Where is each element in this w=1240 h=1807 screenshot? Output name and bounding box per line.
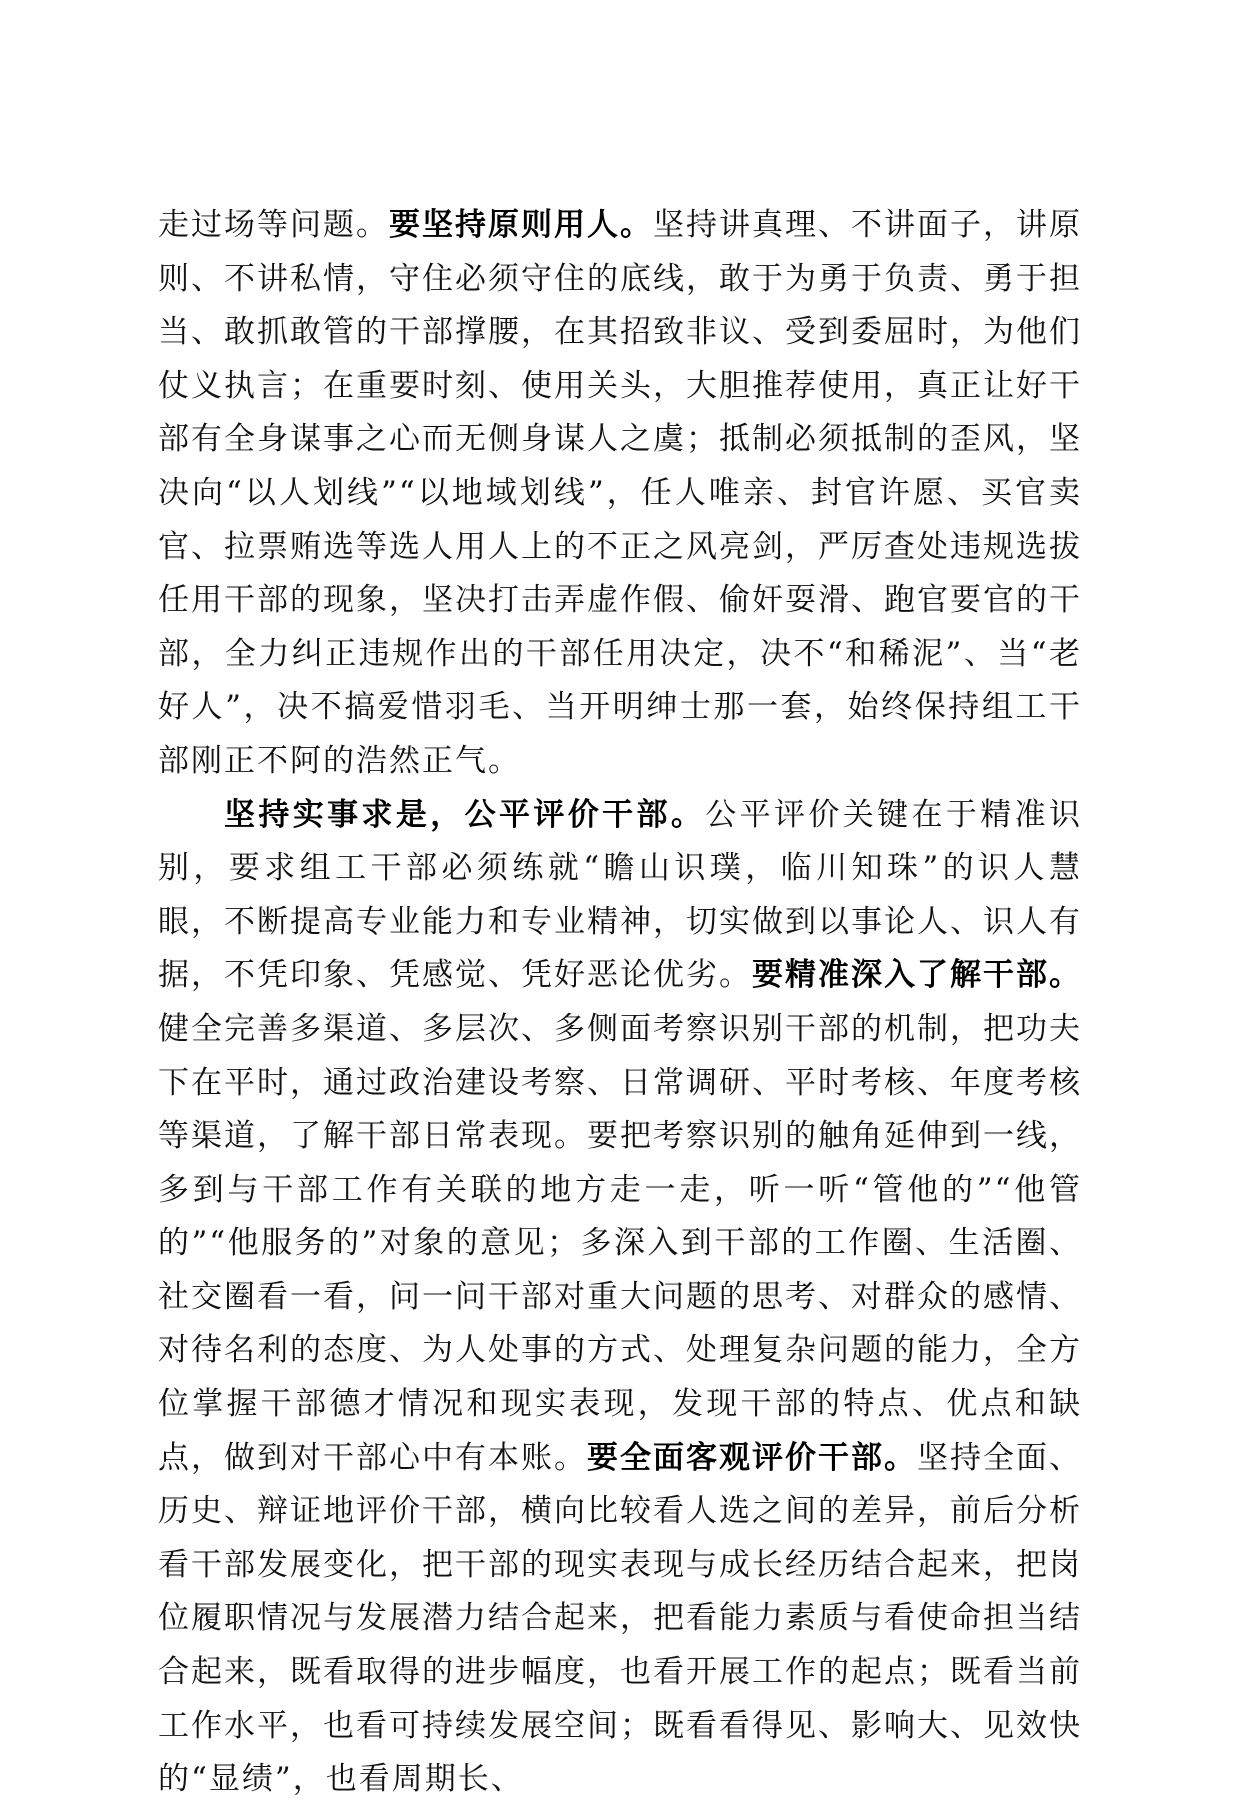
text-run: 走过场等问题。 xyxy=(158,207,389,243)
paragraph-1 xyxy=(158,199,1082,789)
text-run: 坚持全面、历史、辩证地评价干部，横向比较看人选之间的差异，前后分析看干部发展变化，把干部的现实表现与成长经历结合起来，把岗位履职情况与发展潜力结合起来，把看能力素质与看使命担当结合起来，既看取得的进步幅度，也看开展工作的起点；既看当前工作水平，也看可持续发展空间；既看看得见、影响大、见效快的“显绩”，也看周期长、 xyxy=(158,1439,1082,1798)
text-run: 坚持讲真理、不讲面子，讲原则、不讲私情，守住必须守住的底线，敢于为勇于负责、勇于担当、敢抓敢管的干部撑腰，在其招致非议、受到委屈时，为他们仗义执言；在重要时刻、使用关头，大胆推荐使用，真正让好干部有全身谋事之心而无侧身谋人之虞；抵制必须抵制的歪风，坚决向“以人划线”“以地域划线”，任人唯亲、封官许愿、买官卖官、拉票贿选等选人用人上的不正之风亮剑，严厉查处违规选拔任用干部的现象，坚决打击弄虚作假、偷奸耍滑、跑官要官的干部，全力纠正违规作出的干部任用决定，决不“和稀泥”、当“老好人”，决不搞爱惜羽毛、当开明绅士那一套，始终保持组工干部刚正不阿的浩然正气。 xyxy=(158,207,1082,779)
bold-heading-understand-cadres: 要精准深入了解干部。 xyxy=(752,957,1082,994)
bold-heading-objective-evaluation: 要全面客观评价干部。 xyxy=(587,1439,917,1476)
paragraph-2 xyxy=(158,789,1082,1807)
text-run: 公平评价关键在于精准识别，要求组工干部必须练就“瞻山识璞，临川知珠”的识人慧眼，不断提高专业能力和专业精神，切实做到以事论人、识人有据，不凭印象、凭感觉、凭好恶论优劣。 xyxy=(158,796,1082,994)
text-run: 健全完善多渠道、多层次、多侧面考察识别干部的机制，把功夫下在平时，通过政治建设考察、日常调研、平时考核、年度考核等渠道，了解干部日常表现。要把考察识别的触角延伸到一线，多到与干部工作有关联的地方走一走，听一听“管他的”“他管的”“他服务的”对象的意见；多深入到干部的工作圈、生活圈、社交圈看一看，问一问干部对重大问题的思考、对群众的感情、对待名利的态度、为人处事的方式、处理复杂问题的能力，全方位掌握干部德才情况和现实表现，发现干部的特点、优点和缺点，做到对干部心中有本账。 xyxy=(158,1010,1082,1476)
bold-heading-principled-appointment: 要坚持原则用人。 xyxy=(389,207,653,243)
bold-heading-fair-evaluation: 坚持实事求是，公平评价干部。 xyxy=(224,796,706,833)
document-body xyxy=(158,199,1082,1807)
